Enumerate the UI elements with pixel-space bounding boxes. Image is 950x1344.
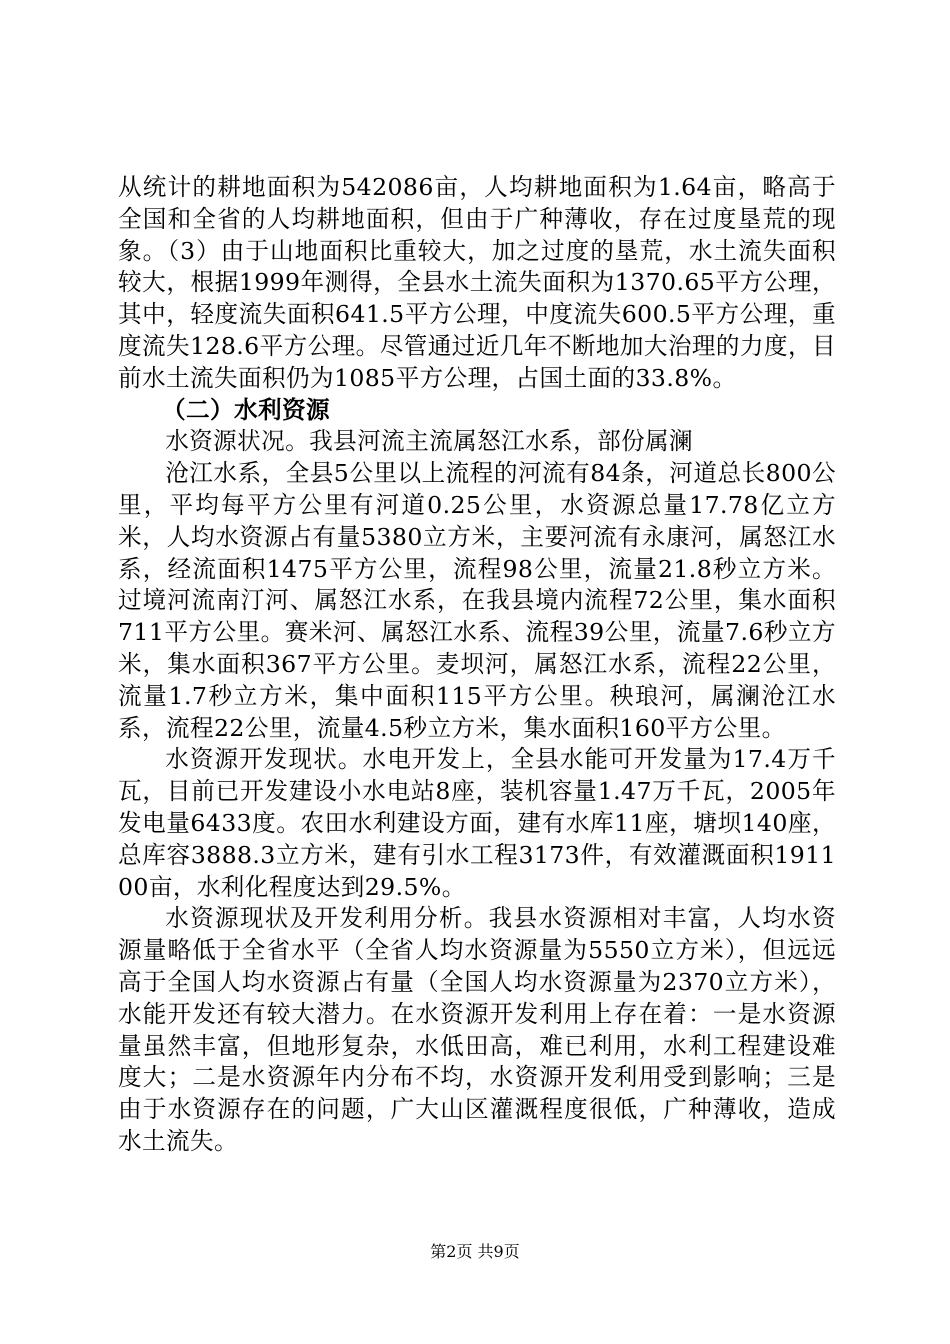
paragraph-farmland-erosion: 从统计的耕地面积为542086亩，人均耕地面积为1.64亩，略高于全国和全省的人均耕地面积，但由于广种薄收，存在过度垦荒的现象。（3）由于山地面积比重较大，加之过度的垦荒，水土流失面积较大，根据1999年测得，全县水土流失面积为1370.65平方公理，其中，轻度流失面积641.5平方公理，中度流失600.5平方公理，重度流失128.6平方公理。尽管通过近几年不断地加大治理的力度，目前水土流失面积仍为1085平方公理，占国土面的33.8%。 — [118, 173, 836, 392]
paragraph-water-analysis: 水资源现状及开发利用分析。我县水资源相对丰富，人均水资源量略低于全省水平（全省人均水资源量为5550立方米），但远远高于全国人均水资源占有量（全国人均水资源量为2370立方米），水能开发还有较大潜力。在水资源开发利用上存在着：一是水资源量虽然丰富，但地形复杂，水低田高，难已利用，水利工程建设难度大；二是水资源年内分布不均，水资源开发利用受到影响；三是由于水资源存在的问题，广大山区灌溉程度很低，广种薄收，造成水土流失。 — [118, 904, 836, 1155]
paragraph-water-development: 水资源开发现状。水电开发上，全县水能可开发量为17.4万千瓦，目前已开发建设小水电站8座，装机容量1.47万千瓦，2005年发电量6433度。农田水利建设方面，建有水库11座，塘坝140座，总库容3888.3立方米，建有引水工程3173件，有效灌溉面积191100亩，水利化程度达到29.5%。 — [118, 745, 836, 901]
paragraph-water-status-intro: 水资源状况。我县河流主流属怒江水系，部份属澜 — [165, 427, 694, 456]
page-number-footer: 第2页 共9页 — [430, 1242, 520, 1261]
document-body — [118, 172, 836, 1158]
paragraph-river-systems: 沧江水系，全县5公里以上流程的河流有84条，河道总长800公里，平均每平方公里有河道0.25公里，水资源总量17.78亿立方米，人均水资源占有量5380立方米，主要河流有永康河，属怒江水系，经流面积1475平方公里，流程98公里，流量21.8秒立方米。过境河流南汀河、属怒江水系，在我县境内流程72公里，集水面积711平方公里。赛米河、属怒江水系、流程39公里，流量7.6秒立方米，集水面积367平方公里。麦坝河，属怒江水系，流程22公里，流量1.7秒立方米，集中面积115平方公里。秧琅河，属澜沧江水系，流程22公里，流量4.5秒立方米，集水面积160平方公里。 — [118, 459, 836, 742]
section-heading-water-resources: （二）水利资源 — [162, 395, 330, 424]
